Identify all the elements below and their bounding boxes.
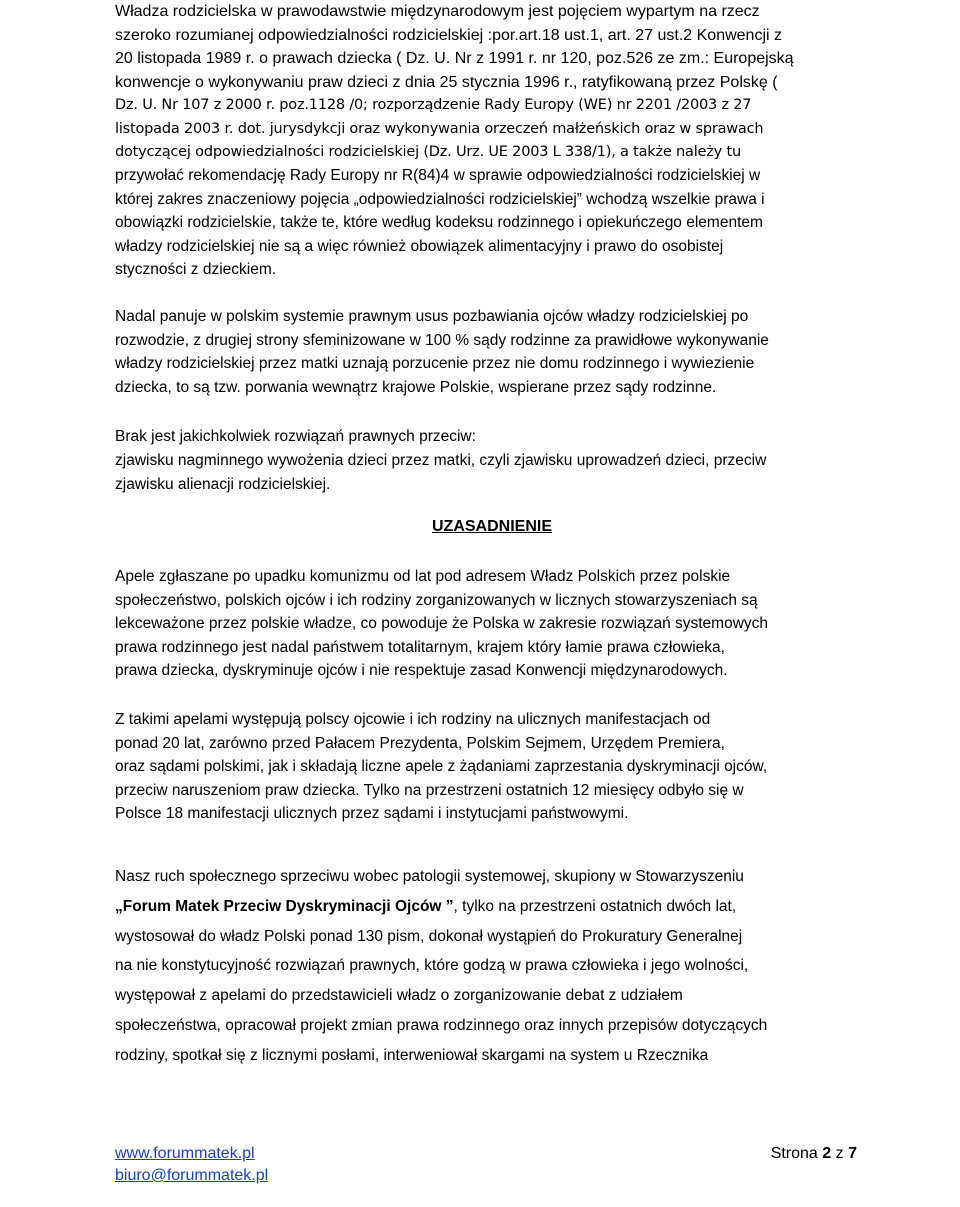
text-line: Dz. U. Nr 107 z 2000 r. poz.1128 /0; rozporządzenie Rady Europy (WE) nr 2201 /2003 z 27 xyxy=(115,97,752,113)
organization-name: „Forum Matek Przeciw Dyskryminacji Ojców ” xyxy=(115,897,454,915)
text-line: obowiązki rodzicielskie, także te, które według kodeksu rodzinnego i opiekuńczego elementem xyxy=(115,214,763,232)
paragraph-1 xyxy=(115,0,869,94)
text-line: 20 listopada 1989 r. o prawach dziecka ( Dz. U. Nr z 1991 r. nr 120, poz.526 ze zm.: Europejską xyxy=(115,50,794,67)
text-line: której zakres znaczeniowy pojęcia „odpowiedzialności rodzicielskiej” wchodzą wszelkie prawa i xyxy=(115,190,765,208)
email-link[interactable]: biuro@forummatek.pl xyxy=(115,1167,269,1184)
page-number xyxy=(771,1143,857,1165)
text-line: rozwodzie, z drugiej strony sfeminizowane w 100 % sądy rodzinne za prawidłowe wykonywanie xyxy=(115,331,769,349)
text-line: dotyczącej odpowiedzialności rodzicielskiej (Dz. Urz. UE 2003 L 338/1), a także należy tu xyxy=(115,144,741,160)
text-line: rodziny, spotkał się z licznymi posłami, interweniował skargami na system u Rzecznika xyxy=(115,1046,709,1064)
text-line: Apele zgłaszane po upadku komunizmu od lat pod adresem Władz Polskich przez polskie xyxy=(115,568,731,585)
text-line: zjawisku alienacji rodzicielskiej. xyxy=(115,476,331,493)
text-line: styczności z dzieckiem. xyxy=(115,261,277,279)
paragraph-2 xyxy=(115,305,869,399)
text-line: władzy rodzicielskiej przez matki uznają porzucenie przez nie domu rodzinnego i wywiezienie xyxy=(115,355,755,372)
text-line: występował z apelami do przedstawicieli władz o zorganizowanie debat z udziałem xyxy=(115,987,683,1005)
text-line: przywołać rekomendację Rady Europy nr R(84)4 w sprawie odpowiedzialności rodzicielskiej w xyxy=(115,167,761,184)
text-line: Władza rodzicielska w prawodawstwie międzynarodowym jest pojęciem wypartym na rzecz xyxy=(115,3,760,20)
text-line: konwencje o wykonywaniu praw dzieci z dnia 25 stycznia 1996 r., ratyfikowaną przez Polskę ( xyxy=(115,73,778,91)
text-line: ponad 20 lat, zarówno przed Pałacem Prezydenta, Polskim Sejmem, Urzędem Premiera, xyxy=(115,734,725,752)
page-label: Strona xyxy=(770,1145,818,1162)
text-line: wystosował do władz Polski ponad 130 pism, dokonał wystąpień do Prokuratury Generalnej xyxy=(115,927,743,945)
text-line: na nie konstytucyjność rozwiązań prawnych, które godzą w prawa człowieka i jego wolności, xyxy=(115,957,749,975)
text-line: Brak jest jakichkolwiek rozwiązań prawnych przeciw: xyxy=(115,428,476,445)
text-line: zjawisku nagminnego wywożenia dzieci przez matki, czyli zjawisku uprowadzeń dzieci, przeciw xyxy=(115,452,767,469)
text-line: władzy rodzicielskiej nie są a więc również obowiązek alimentacyjny i prawo do osobistej xyxy=(115,237,724,255)
page-current: 2 xyxy=(822,1145,832,1162)
text-line: przeciw naruszeniom praw dziecka. Tylko na przestrzeni ostatnich 12 miesięcy odbyło się w xyxy=(115,781,744,799)
text-line: społeczeństwa, opracował projekt zmian prawa rodzinnego oraz innych przepisów dotyczących xyxy=(115,1016,768,1034)
text-line: prawa rodzinnego jest nadal państwem totalitarnym, krajem który łamie prawa człowieka, xyxy=(115,638,725,656)
text-line: listopada 2003 r. dot. jurysdykcji oraz wykonywania orzeczeń małżeńskich oraz w sprawach xyxy=(115,120,764,137)
page-footer xyxy=(115,1143,869,1187)
text-line: Nadal panuje w polskim systemie prawnym usus pozbawiania ojców władzy rodzicielskiej po xyxy=(115,308,749,325)
text-line: oraz sądami polskimi, jak i składają liczne apele z żądaniami zaprzestania dyskryminacji ojców, xyxy=(115,758,768,776)
text-line: społeczeństwo, polskich ojców i ich rodziny zorganizowanych w licznych stowarzyszeniach są xyxy=(115,591,758,609)
text-line: Nasz ruch społecznego sprzeciwu wobec patologii systemowej, skupiony w Stowarzyszeniu xyxy=(115,868,744,885)
website-link[interactable]: www.forummatek.pl xyxy=(115,1145,255,1162)
paragraph-3 xyxy=(115,425,869,497)
text-fragment: , tylko na przestrzeni ostatnich dwóch lat, xyxy=(453,897,737,915)
paragraph-6 xyxy=(115,862,869,1071)
paragraph-1-cont xyxy=(115,94,869,165)
text-line: szeroko rozumianej odpowiedzialności rodzicielskiej :por.art.18 ust.1, art. 27 ust.2 Konwencji z xyxy=(115,26,782,44)
paragraph-4 xyxy=(115,565,869,683)
text-line: Polsce 18 manifestacji ulicznych przez sądami i instytucjami państwowymi. xyxy=(115,805,629,823)
page-separator: z xyxy=(835,1145,844,1162)
paragraph-5 xyxy=(115,708,869,826)
page-total: 7 xyxy=(848,1145,857,1162)
text-line: lekceważone przez polskie władze, co powoduje że Polska w zakresie rozwiązań systemowych xyxy=(115,615,769,633)
text-line xyxy=(115,892,869,922)
text-line: Z takimi apelami występują polscy ojcowie i ich rodziny na ulicznych manifestacjach od xyxy=(115,711,711,728)
text-line: prawa dziecka, dyskryminuje ojców i nie respektuje zasad Konwencji międzynarodowych. xyxy=(115,662,728,680)
text-line: dziecka, to są tzw. porwania wewnątrz krajowe Polskie, wspierane przez sądy rodzinne. xyxy=(115,378,717,396)
paragraph-1-tail xyxy=(115,164,869,282)
section-heading: UZASADNIENIE xyxy=(431,518,552,535)
